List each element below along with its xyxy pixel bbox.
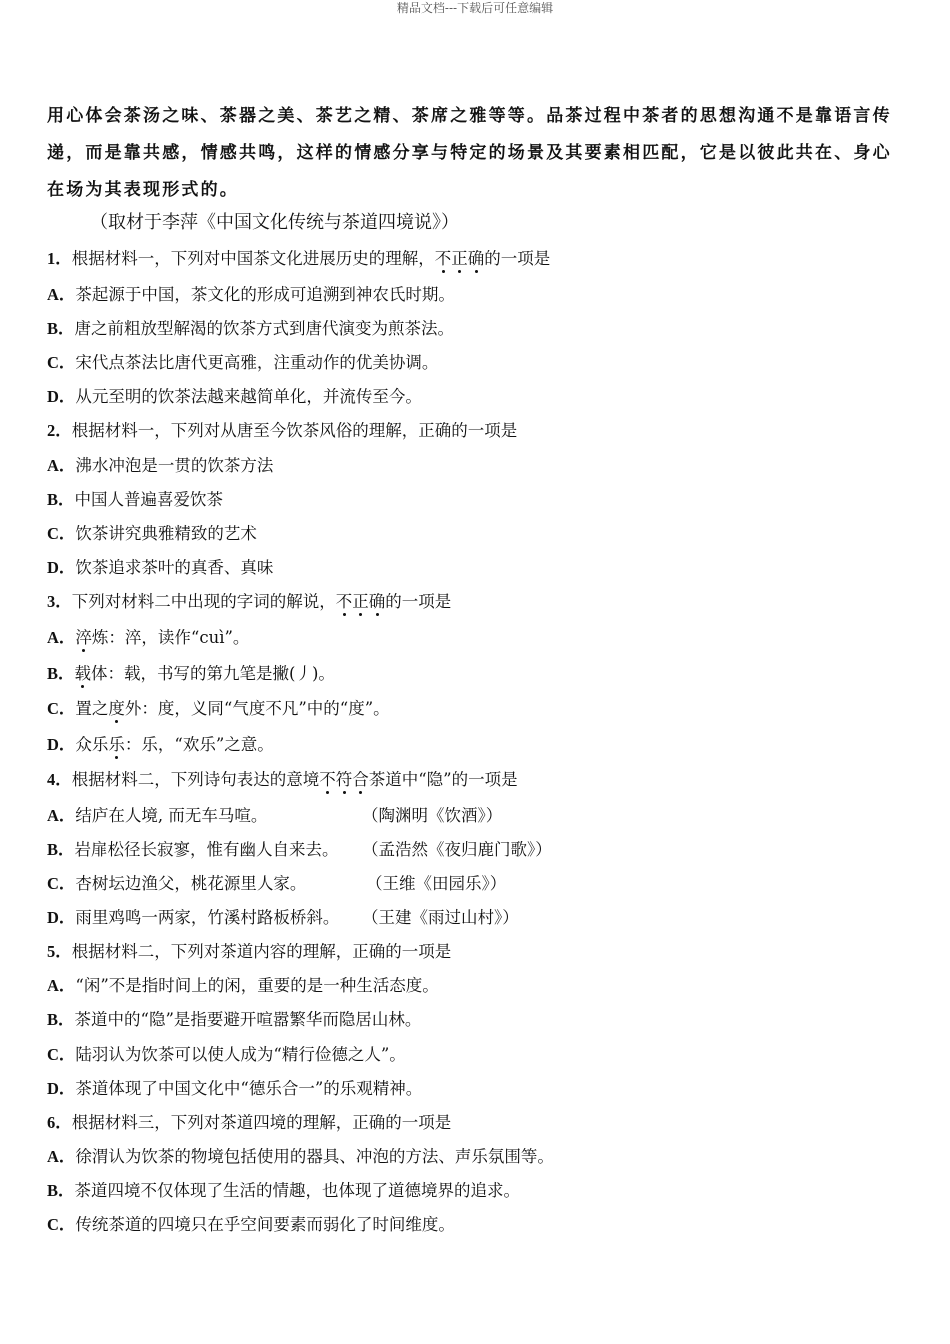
option-2d: D．饮茶追求茶叶的真香、真味	[47, 558, 274, 577]
option-3a: A．淬炼：淬，读作“cuì”。	[47, 628, 250, 647]
page-header: 精品文档---下载后可任意编辑	[396, 1, 554, 15]
option-6c: C．传统茶道的四境只在乎空间要素而弱化了时间维度。	[47, 1215, 455, 1234]
poem-reference: （孟浩然《夜归鹿门歌》）	[362, 840, 552, 859]
emphasis-character: 正	[451, 249, 468, 268]
option-4a: A．结庐在人境, 而无车马喧。	[47, 806, 268, 825]
emphasis-character: 度	[108, 699, 125, 718]
option-1a: A．茶起源于中国，茶文化的形成可追溯到神农氏时期。	[47, 285, 455, 304]
passage-line: 递，而是靠共感，情感共鸣，这样的情感分享与特定的场景及其要素相匹配，它是以彼此共在、身心	[47, 143, 892, 163]
question-number: 3．	[47, 592, 72, 611]
option-1b: B．唐之前粗放型解渴的饮茶方式到唐代演变为煎茶法。	[47, 319, 455, 338]
option-3b: B．载体：载，书写的第九笔是撇(丿)。	[47, 664, 335, 683]
emphasis-character: 不	[434, 249, 452, 268]
option-4c: C．杏树坛边渔父，桃花源里人家。	[47, 874, 307, 893]
emphasis-dotted	[108, 735, 125, 754]
option-6b: B．茶道四境不仅体现了生活的情趣，也体现了道德境界的追求。	[47, 1181, 521, 1200]
emphasis-character: 不	[319, 770, 336, 789]
question-number: 2．	[47, 421, 72, 440]
option-2a: A．沸水冲泡是一贯的饮茶方法	[47, 456, 274, 475]
question-number: 5．	[47, 942, 72, 961]
emphasis-dotted	[319, 770, 369, 789]
option-3c: C．置之度外：度，义同“气度不凡”中的“度”。	[47, 699, 390, 718]
emphasis-dotted	[435, 249, 485, 268]
option-4d: D．雨里鸡鸣一两家，竹溪村路板桥斜。	[47, 908, 340, 927]
emphasis-character: 载	[74, 664, 92, 683]
question-3: 3．下列对材料二中出现的字词的解说，不正确的一项是	[47, 592, 452, 611]
emphasis-dotted	[75, 664, 92, 683]
question-number: 1．	[47, 249, 72, 268]
question-5: 5．根据材料二，下列对茶道内容的理解，正确的一项是	[47, 942, 452, 961]
question-6: 6．根据材料三，下列对茶道四境的理解，正确的一项是	[47, 1113, 452, 1132]
emphasis-character: 不	[335, 592, 353, 611]
emphasis-dotted	[336, 592, 386, 611]
option-1d: D．从元至明的饮茶法越来越简单化，并流传至今。	[47, 387, 422, 406]
option-2b: B．中国人普遍喜爱饮茶	[47, 490, 224, 509]
emphasis-character: 正	[352, 592, 369, 611]
emphasis-character: 乐	[108, 735, 125, 754]
emphasis-character: 确	[467, 249, 485, 268]
option-1c: C．宋代点茶法比唐代更高雅，注重动作的优美协调。	[47, 353, 439, 372]
emphasis-character: 淬	[75, 628, 92, 647]
passage-text	[47, 98, 892, 209]
option-5c: C．陆羽认为饮茶可以使人成为“精行俭德之人”。	[47, 1045, 406, 1064]
option-5b: B．茶道中的“隐”是指要避开喧嚣繁华而隐居山林。	[47, 1010, 422, 1029]
question-number: 6．	[47, 1113, 72, 1132]
source-citation: （取材于李萍《中国文化传统与茶道四境说》）	[90, 212, 459, 233]
question-4: 4．根据材料二，下列诗句表达的意境不符合茶道中“隐”的一项是	[47, 770, 518, 789]
option-2c: C．饮茶讲究典雅精致的艺术	[47, 524, 257, 543]
option-6a: A．徐渭认为饮茶的物境包括使用的器具、冲泡的方法、声乐氛围等。	[47, 1147, 554, 1166]
option-3d: D．众乐乐：乐，“欢乐”之意。	[47, 735, 274, 754]
poem-reference: （陶渊明《饮酒》）	[362, 806, 503, 825]
emphasis-dotted	[75, 628, 92, 647]
emphasis-dotted	[108, 699, 125, 718]
option-5d: D．茶道体现了中国文化中“德乐合一”的乐观精神。	[47, 1079, 423, 1098]
question-number: 4．	[47, 770, 72, 789]
passage-line: 用心体会茶汤之味、茶器之美、茶艺之精、茶席之雅等等。品茶过程中茶者的思想沟通不是靠语言传	[47, 106, 892, 126]
emphasis-character: 合	[352, 770, 369, 789]
poem-reference: （王维《田园乐》）	[366, 874, 507, 893]
question-1: 1．根据材料一，下列对中国茶文化进展历史的理解，不正确的一项是	[47, 249, 551, 268]
emphasis-character: 符	[335, 770, 353, 789]
passage-line: 在场为其表现形式的。	[47, 180, 239, 200]
question-2: 2．根据材料一，下列对从唐至今饮茶风俗的理解，正确的一项是	[47, 421, 518, 440]
emphasis-character: 确	[368, 592, 386, 611]
poem-reference: （王建《雨过山村》）	[362, 908, 519, 927]
option-4b: B．岩扉松径长寂寥，惟有幽人自来去。	[47, 840, 339, 859]
option-5a: A．“闲”不是指时间上的闲，重要的是一种生活态度。	[47, 976, 439, 995]
